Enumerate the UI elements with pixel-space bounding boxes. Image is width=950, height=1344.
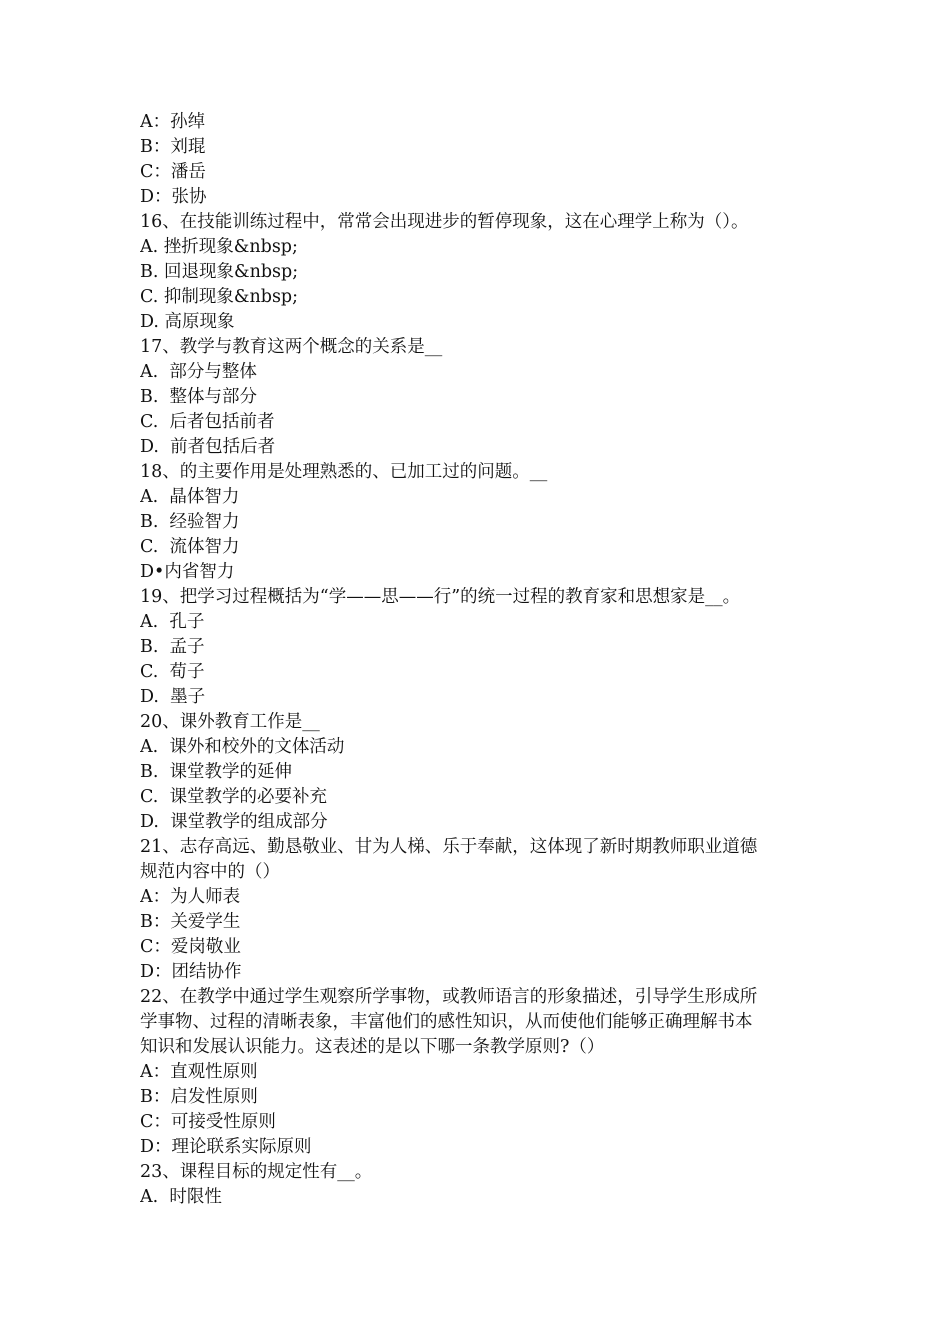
question-21: 21、志存高远、勤恳敬业、甘为人梯、乐于奉献，这体现了新时期教师职业道德: [140, 837, 758, 857]
option-line: A. 课外和校外的文体活动: [140, 737, 345, 757]
option-line: A. 时限性: [140, 1187, 222, 1207]
option-line: A：为人师表: [140, 887, 241, 907]
option-line: A. 晶体智力: [140, 487, 240, 507]
option-line: C. 流体智力: [140, 537, 240, 557]
option-line: A. 部分与整体: [140, 362, 257, 382]
question-22: 22、在教学中通过学生观察所学事物，或教师语言的形象描述，引导学生形成所: [140, 987, 758, 1007]
question-22-continued: 学事物、过程的清晰表象，丰富他们的感性知识，从而使他们能够正确理解书本: [140, 1012, 753, 1032]
option-line: D：团结协作: [140, 962, 242, 982]
question-22-continued: 知识和发展认识能力。这表述的是以下哪一条教学原则?（）: [140, 1037, 605, 1057]
question-18: 18、的主要作用是处理熟悉的、已加工过的问题。__: [140, 462, 548, 482]
option-line: D. 前者包括后者: [140, 437, 276, 457]
question-20: 20、课外教育工作是__: [140, 712, 320, 732]
question-21-continued: 规范内容中的（）: [140, 862, 280, 882]
option-line: D•内省智力: [140, 562, 235, 582]
option-line: C. 课堂教学的必要补充: [140, 787, 327, 807]
question-16: 16、在技能训练过程中，常常会出现进步的暂停现象，这在心理学上称为（）。: [140, 212, 749, 232]
option-line: B. 孟子: [140, 637, 205, 657]
option-line: A. 孔子: [140, 612, 205, 632]
option-line: A：孙绰: [140, 112, 206, 132]
question-17: 17、教学与教育这两个概念的关系是__: [140, 337, 443, 357]
option-line: B. 回退现象&nbsp;: [140, 262, 299, 282]
option-line: D. 课堂教学的组成部分: [140, 812, 328, 832]
option-line: D：张协: [140, 187, 207, 207]
option-line: D. 高原现象: [140, 312, 235, 332]
option-line: B：刘琨: [140, 137, 206, 157]
option-line: B：关爱学生: [140, 912, 241, 932]
question-23: 23、课程目标的规定性有__。: [140, 1162, 373, 1182]
option-line: D. 墨子: [140, 687, 206, 707]
option-line: B：启发性原则: [140, 1087, 258, 1107]
option-line: B. 课堂教学的延伸: [140, 762, 293, 782]
option-line: C. 荀子: [140, 662, 205, 682]
option-line: C. 后者包括前者: [140, 412, 275, 432]
option-line: A：直观性原则: [140, 1062, 258, 1082]
option-line: B. 经验智力: [140, 512, 240, 532]
document-body: [140, 110, 820, 1210]
option-line: C. 抑制现象&nbsp;: [140, 287, 299, 307]
option-line: C：潘岳: [140, 162, 206, 182]
option-line: C：可接受性原则: [140, 1112, 276, 1132]
option-line: B. 整体与部分: [140, 387, 258, 407]
option-line: A. 挫折现象&nbsp;: [140, 237, 298, 257]
question-19: 19、把学习过程概括为“学——思——行”的统一过程的教育家和思想家是__。: [140, 587, 741, 607]
option-line: C：爱岗敬业: [140, 937, 241, 957]
option-line: D：理论联系实际原则: [140, 1137, 312, 1157]
